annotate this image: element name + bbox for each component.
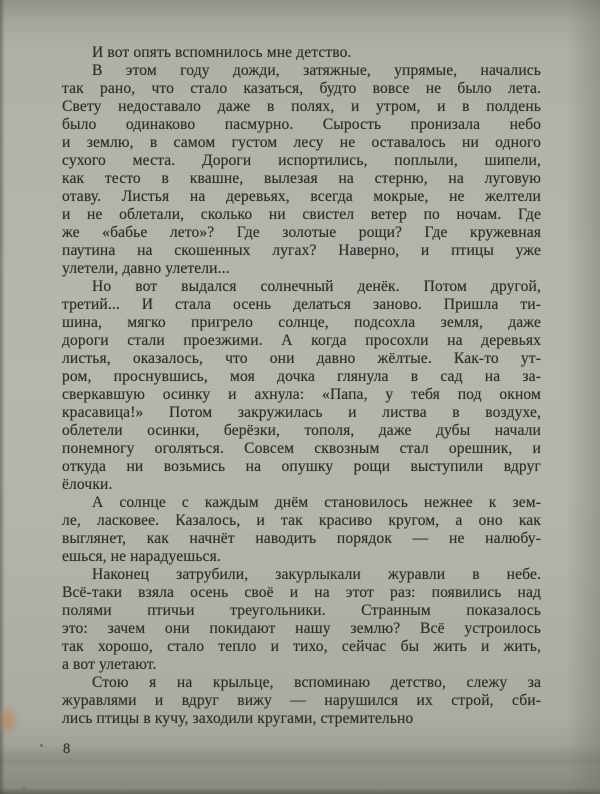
page-number: 8 <box>63 741 71 757</box>
text-line: и землю, в самом густом лесу не оставалось ни одного <box>62 134 541 151</box>
text-line: ле, ласковее. Казалось, и так красиво кругом, а оно как <box>62 512 541 529</box>
text-line: улетели, давно улетели... <box>62 260 230 277</box>
text-line: А солнце с каждым днём становилось нежнее к зем- <box>92 494 541 511</box>
text-line: выглянет, как начнёт наводить порядок — не налюбу- <box>62 530 541 547</box>
paragraph <box>62 566 541 674</box>
text-line: же «бабье лето»? Где золотые рощи? Где кружевная <box>62 224 541 241</box>
text-line: так хорошо, стало тепло и тихо, сейчас бы жить и жить, <box>62 638 541 655</box>
text-line: шина, мягко пригрело солнце, подсохла земля, даже <box>62 314 541 331</box>
text-line: ешься, не нарадуешься. <box>62 548 221 565</box>
paragraph <box>62 278 541 494</box>
paragraph <box>62 674 541 728</box>
text-line: И вот опять вспомнилось мне детство. <box>92 44 352 61</box>
text-line: красавица!» Потом закружилась и листва в воздухе, <box>62 404 541 421</box>
paper-speck <box>40 744 43 747</box>
text-line: полями птичьи треугольники. Странным показалось <box>62 602 541 619</box>
text-line: Всё-таки взяла осень своё и на этот раз: появились над <box>62 584 541 601</box>
text-line: ёлочки. <box>62 476 113 493</box>
text-line: Свету недоставало даже в полях, и утром, и в полдень <box>62 98 541 115</box>
text-line: дороги стали проезжими. А когда просохли на деревьях <box>62 332 541 349</box>
text-line: облетели осинки, берёзки, тополя, даже дубы начали <box>62 422 541 439</box>
text-line: ром, проснувшись, моя дочка глянула в сад на за- <box>62 368 541 385</box>
paragraph <box>62 44 541 62</box>
text-line: сверкавшую осинку и ахнула: «Папа, у тебя под окном <box>62 386 541 403</box>
text-line: сухого места. Дороги испортились, поплыли, шипели, <box>62 152 541 169</box>
text-line: Стою я на крыльце, вспоминаю детство, слежу за <box>92 674 541 691</box>
text-line: это: зачем они покидают нашу землю? Всё устроилось <box>62 620 541 637</box>
paragraph <box>62 62 541 278</box>
text-line: так рано, что стало казаться, будто вовсе не было лета. <box>62 80 541 97</box>
text-line: и не облетали, сколько ни свистел ветер по ночам. Где <box>62 206 541 223</box>
text-line: третий... И стала осень делаться заново. Пришла ти- <box>62 296 541 313</box>
text-line: а вот улетают. <box>62 656 157 673</box>
text-line: понемногу оголяться. Совсем сквозным стал орешник, и <box>62 440 541 457</box>
text-line: В этом году дожди, затяжные, упрямые, начались <box>92 62 541 79</box>
paragraph <box>62 494 541 566</box>
text-line: листья, оказалось, что они давно жёлтые. Как-то ут- <box>62 350 541 367</box>
text-line: откуда ни возьмись на опушку рощи выступили вдруг <box>62 458 541 475</box>
paper-speck <box>23 788 25 790</box>
text-line: лись птицы в кучу, заходили кругами, стремительно <box>62 710 414 727</box>
page-text <box>62 44 541 728</box>
text-line: паутина на скошенных лугах? Наверно, и птицы уже <box>62 242 541 259</box>
text-line: Наконец затрубили, закурлыкали журавли в небе. <box>92 566 541 583</box>
text-line: Но вот выдался солнечный денёк. Потом другой, <box>92 278 541 295</box>
text-line: было одинаково пасмурно. Сырость пронизала небо <box>62 116 541 133</box>
text-line: журавлями и вдруг вижу — нарушился их строй, сби- <box>62 692 541 709</box>
text-line: как тесто в квашне, вылезая на стерню, на луговую <box>62 170 541 187</box>
text-line: отаву. Листья на деревьях, всегда мокрые, не желтели <box>62 188 541 205</box>
